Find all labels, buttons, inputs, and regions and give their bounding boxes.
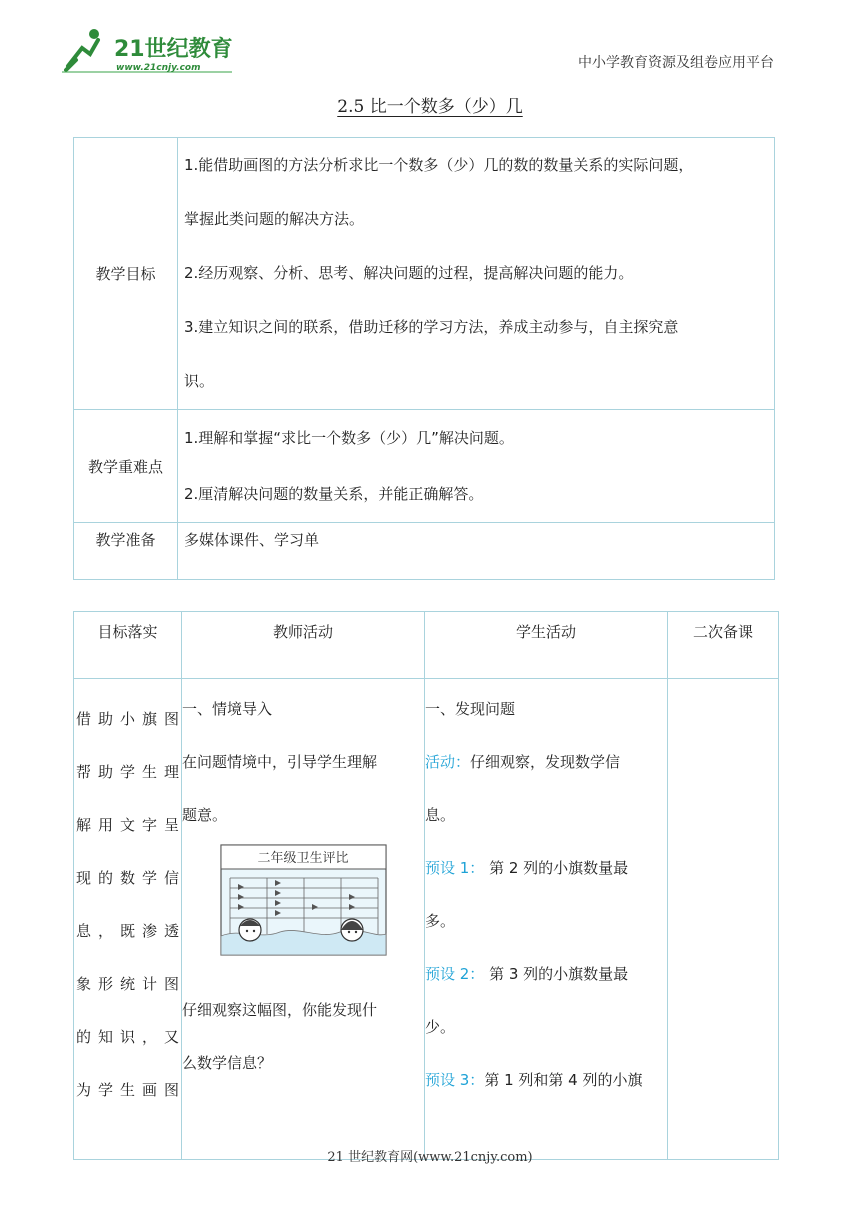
label-preparation: 教学准备 — [74, 523, 178, 580]
section-heading: 一、情境导入 — [182, 700, 273, 718]
header-notes: 二次备课 — [668, 612, 779, 679]
activity-label: 活动： — [425, 753, 471, 771]
text-line: 2.厘清解决问题的数量关系，并能正确解答。 — [184, 485, 484, 503]
text-line: 识。 — [184, 372, 215, 390]
header-teacher: 教师活动 — [182, 612, 425, 679]
text-line: 现的数学信 — [76, 869, 179, 887]
text-line: 借助小旗图 — [76, 710, 179, 728]
svg-text:二年级卫生评比: 二年级卫生评比 — [257, 851, 349, 866]
platform-name: 中小学教育资源及组卷应用平台 — [578, 55, 774, 71]
lesson-info-table — [73, 137, 775, 580]
teaching-goals-content — [178, 138, 775, 410]
table-row — [74, 523, 775, 580]
text-line: 第 1 列和第 4 列的小旗 — [484, 1071, 643, 1089]
svg-text:www.21cnjy.com: www.21cnjy.com — [116, 63, 201, 73]
text-line: 多。 — [425, 912, 456, 930]
text-line: 么数学信息？ — [182, 1054, 273, 1072]
text-line: 少。 — [425, 1018, 456, 1036]
preparation-content: 多媒体课件、学习单 — [178, 523, 775, 580]
text-line: 象形统计图 — [76, 975, 179, 993]
preset-label: 预设 1： — [425, 859, 485, 877]
text-line: 第 3 列的小旗数量最 — [489, 965, 629, 983]
table-row — [74, 138, 775, 410]
teacher-cell — [182, 679, 425, 1160]
text-line: 2.经历观察、分析、思考、解决问题的过程，提高解决问题的能力。 — [184, 264, 634, 282]
text-line: 的知识，又 — [76, 1028, 179, 1046]
site-logo — [62, 26, 237, 76]
label-teaching-goals: 教学目标 — [74, 138, 178, 410]
svg-text:21世纪教育: 21世纪教育 — [114, 37, 233, 62]
header-goal: 目标落实 — [74, 612, 182, 679]
text-line: 帮助学生理 — [76, 763, 179, 781]
notes-cell — [668, 679, 779, 1160]
text-line: 解用文字呈 — [76, 816, 179, 834]
text-line: 为学生画图 — [76, 1081, 179, 1099]
table-row — [74, 679, 779, 1160]
text-line: 掌握此类问题的解决方法。 — [184, 210, 365, 228]
label-key-points: 教学重难点 — [74, 410, 178, 523]
text-line: 仔细观察这幅图，你能发现什 — [182, 1001, 378, 1019]
text-line: 息，既渗透 — [76, 922, 179, 940]
text-line: 在问题情境中，引导学生理解 — [182, 753, 378, 771]
text-line: 题意。 — [182, 806, 228, 824]
preset-line — [425, 842, 667, 895]
table-row — [74, 410, 775, 523]
key-points-content — [178, 410, 775, 523]
activity-line — [425, 736, 667, 789]
text-line: 1.能借助画图的方法分析求比一个数多（少）几的数的数量关系的实际问题， — [184, 156, 694, 174]
goal-cell — [74, 679, 182, 1160]
preset-line — [425, 1054, 667, 1107]
text-line: 息。 — [425, 806, 456, 824]
student-cell — [425, 679, 668, 1160]
lesson-title: 2.5 比一个数多（少）几 — [337, 97, 523, 117]
flag-chart-illustration — [220, 844, 387, 956]
preset-label: 预设 3： — [425, 1071, 485, 1089]
section-heading: 一、发现问题 — [425, 700, 516, 718]
text-line: 3.建立知识之间的联系，借助迁移的学习方法，养成主动参与，自主探究意 — [184, 318, 679, 336]
text-line: 仔细观察，发现数学信 — [470, 753, 621, 771]
preset-line — [425, 948, 667, 1001]
text-line: 1.理解和掌握“求比一个数多（少）几”解决问题。 — [184, 429, 514, 447]
header-student: 学生活动 — [425, 612, 668, 679]
table-header-row — [74, 612, 779, 679]
activity-table — [73, 611, 779, 1160]
preset-label: 预设 2： — [425, 965, 485, 983]
page-footer: 21 世纪教育网(www.21cnjy.com) — [327, 1150, 533, 1165]
text-line: 第 2 列的小旗数量最 — [489, 859, 629, 877]
